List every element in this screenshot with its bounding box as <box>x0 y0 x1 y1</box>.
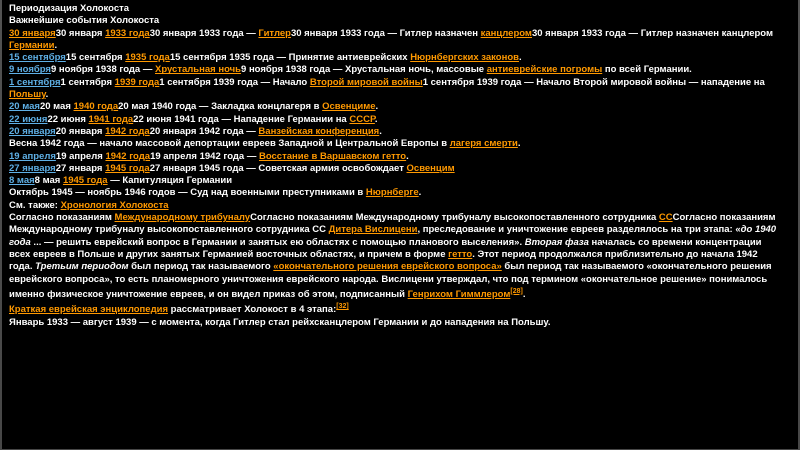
link-wisliceny[interactable]: Дитера Вислицени <box>328 224 418 236</box>
event-1938: 9 ноября9 ноября 1938 года — Хрустальная ночь9 ноября 1938 года — Хрустальная ночь, массовые антиеврейские погромы по всей Германии. <box>9 64 692 76</box>
link-tribunal[interactable]: Международному трибуналу <box>114 212 251 224</box>
link-ww2[interactable]: Второй мировой войны <box>309 76 423 88</box>
event-1945-capitulation: 8 мая8 мая 1945 года — Капитуляция Германии <box>9 175 233 187</box>
link-chancellor[interactable]: канцлером <box>480 27 532 39</box>
link-date[interactable]: 19 апреля <box>9 150 56 162</box>
link-hitler[interactable]: Гитлер <box>258 27 291 39</box>
link-pogroms[interactable]: антиеврейские погромы <box>486 64 603 76</box>
link-final-solution[interactable]: «окончательного решения еврейского вопроса» <box>273 261 502 273</box>
link-date[interactable]: 20 января <box>9 125 56 137</box>
link-himmler[interactable]: Генрихом Гиммлером <box>407 288 511 300</box>
link-date[interactable]: 1 сентября <box>9 76 61 88</box>
link-death-camps[interactable]: лагеря смерти <box>449 138 518 150</box>
stage-1-line: Январь 1933 — август 1939 — с момента, когда Гитлер стал рейхсканцлером Германии и до нападения на Польшу. <box>9 316 551 328</box>
event-1942-spring: Весна 1942 года — начало массовой депортации евреев Западной и Центральной Европы в лагеря смерти. <box>9 138 521 150</box>
event-1945-liberation: 27 января27 января 1945 года27 января 1945 года — Советская армия освобождает Освенцим <box>9 162 455 174</box>
link-encyclopedia[interactable]: Краткая еврейская энциклопедия <box>9 304 168 316</box>
link-ss[interactable]: СС <box>658 212 673 224</box>
event-1939: 1 сентября1 сентября 1939 года1 сентября 1939 года — Начало Второй мировой войны1 сентября 1939 года — Начало Второй мировой войны — нападение на Польшу. <box>9 76 765 101</box>
link-year[interactable]: 1942 года <box>105 125 150 137</box>
event-1941: 22 июня22 июня 1941 года22 июня 1941 года — Нападение Германии на СССР. <box>9 113 378 125</box>
link-year[interactable]: 1935 года <box>125 52 170 64</box>
link-nuremberg[interactable]: Нюрнберге <box>365 187 419 199</box>
footnote-28[interactable]: [28] <box>510 287 523 295</box>
page-subtitle: Важнейшие события Холокоста <box>9 15 160 27</box>
link-date[interactable]: 22 июня <box>9 113 48 125</box>
link-year[interactable]: 1941 года <box>88 113 134 125</box>
link-kristallnacht[interactable]: Хрустальная ночь <box>154 64 242 76</box>
footnote-32[interactable]: [32] <box>336 303 349 311</box>
link-wannsee[interactable]: Ванзейская конференция <box>258 125 380 137</box>
text-panel <box>2 0 798 449</box>
link-year[interactable]: 1940 года <box>73 101 119 113</box>
event-1935: 15 сентября15 сентября 1935 года15 сентября 1935 года — Принятие антиеврейских Нюрнбергских законов. <box>9 52 522 64</box>
event-1933: 30 января30 января 1933 года30 января 1933 года — Гитлер30 января 1933 года — Гитлер назначен канцлером30 января 1933 года — Гитлер назначен канцлером Германии. <box>9 27 773 51</box>
link-year[interactable]: 1933 года <box>105 27 150 39</box>
paragraph-wisliceny: Согласно показаниям Международному трибуналуСогласно показаниям Международному трибуналу высокопоставленного сотрудника СССогласно показаниям Международному трибуналу высокопоставленного сотрудника СС Дитера Вислицени, преследование и уничтожение евреев разделялось на три этапа: «до 1940 года ... — решить еврейский вопрос в Германии и занятых ею областях с помощью планового выселения». Вторая фаза началась со времени концентрации всех евреев в Польше и других занятых Германией восточных областях, и причем в форме гетто. Этот период продолжался приблизительно до начала 1942 года. Третьим периодом был период так называемого «окончательного решения еврейского вопроса» был период так называемого «окончательного решения еврейского вопроса», то есть планомерного уничтожения еврейского народа. Вислицени утверждал, что под термином «окончательное решение» понималось именно физическое уничтожение евреев, и он видел приказ об этом, подписанный Генрихом Гиммлером[28]. <box>9 212 777 300</box>
link-warsaw-ghetto[interactable]: Восстание в Варшавском гетто <box>258 150 407 162</box>
link-date[interactable]: 20 мая <box>9 101 40 113</box>
link-germany[interactable]: Германии <box>9 39 55 51</box>
link-year[interactable]: 1939 года <box>114 76 160 88</box>
link-year[interactable]: 1945 года <box>105 162 150 174</box>
link-date[interactable]: 30 января <box>9 27 56 39</box>
link-date[interactable]: 27 января <box>9 162 56 174</box>
link-chronology[interactable]: Хронология Холокоста <box>60 199 169 211</box>
link-year[interactable]: 1942 года <box>105 150 151 162</box>
link-date[interactable]: 9 ноября <box>9 64 51 76</box>
link-year[interactable]: 1945 года <box>62 175 108 187</box>
link-nuremberg-laws[interactable]: Нюрнбергских законов <box>410 52 519 64</box>
event-nuremberg-trial: Октябрь 1945 — ноябрь 1946 годов — Суд над военными преступниками в Нюрнберге. <box>9 187 422 199</box>
link-date[interactable]: 15 сентября <box>9 52 66 64</box>
link-auschwitz-2[interactable]: Освенцим <box>406 162 455 174</box>
event-1942-uprising: 19 апреля19 апреля 1942 года19 апреля 1942 года — Восстание в Варшавском гетто. <box>9 150 409 162</box>
event-1942-wannsee: 20 января20 января 1942 года20 января 1942 года — Ванзейская конференция. <box>9 125 382 137</box>
page-title: Периодизация Холокоста <box>9 3 130 14</box>
link-ussr[interactable]: СССР <box>349 113 375 125</box>
link-poland[interactable]: Польшу <box>9 89 46 101</box>
link-ghetto[interactable]: гетто <box>448 248 473 260</box>
link-date[interactable]: 8 мая <box>9 175 35 187</box>
link-auschwitz[interactable]: Освенциме <box>322 101 376 113</box>
event-1940: 20 мая20 мая 1940 года20 мая 1940 года — Закладка концлагеря в Освенциме. <box>9 101 379 113</box>
paragraph-encyclopedia: Краткая еврейская энциклопедия рассматривает Холокост в 4 этапа:[32] <box>9 303 349 316</box>
see-also: См. также: Хронология Холокоста <box>9 199 169 211</box>
article-content <box>9 3 781 329</box>
